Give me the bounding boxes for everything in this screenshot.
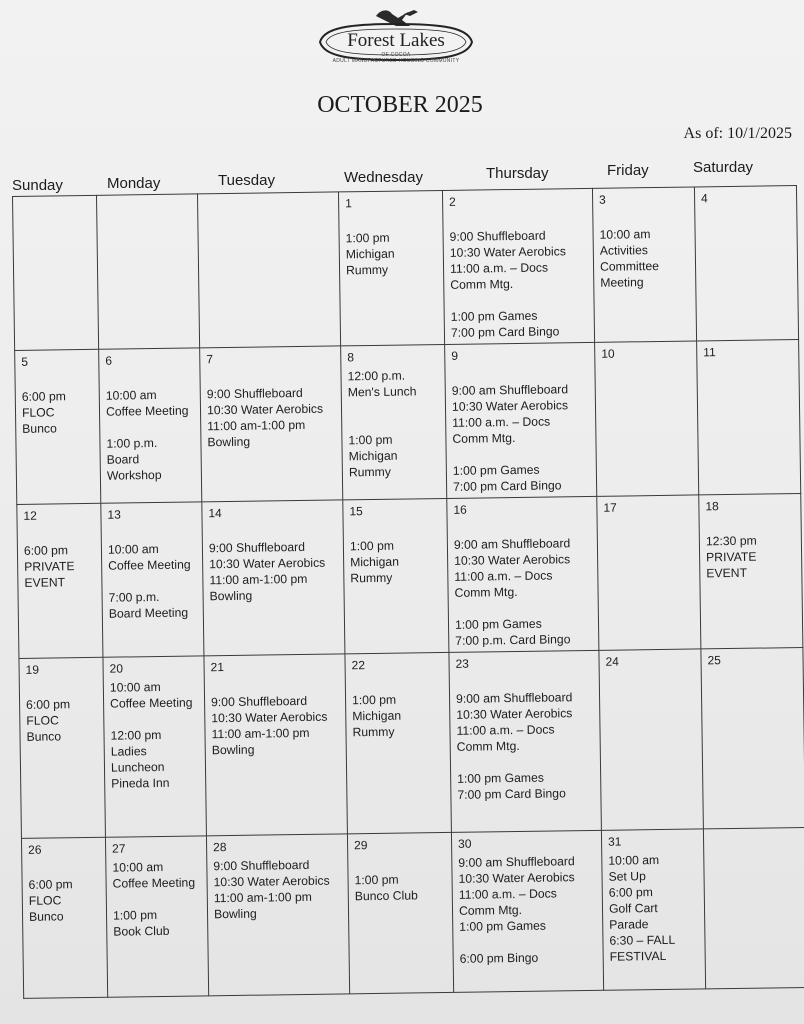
event-line xyxy=(206,369,334,387)
day-cell xyxy=(19,657,106,838)
event-line: 6:00 pm xyxy=(23,543,69,558)
event-line: Comm Mtg. xyxy=(456,738,520,754)
event-line: 9:00 Shuffleboard xyxy=(208,539,306,556)
day-cell xyxy=(595,341,699,496)
day-number: 16 xyxy=(453,502,467,517)
event-line: 9:00 Shuffleboard xyxy=(206,385,303,402)
event-line: PRIVATE xyxy=(24,559,75,574)
event-line: 7:00 pm Card Bingo xyxy=(453,478,562,494)
day-number: 28 xyxy=(213,840,227,855)
day-header-monday: Monday xyxy=(107,175,161,192)
event-line: Activities xyxy=(599,243,649,258)
event-line: Coffee Meeting xyxy=(108,557,191,573)
event-line: 11:00 a.m. – Docs xyxy=(454,568,553,584)
event-line: Michigan xyxy=(348,448,398,464)
event-line: 9:00 Shuffleboard xyxy=(449,228,546,244)
event-line: 11:00 a.m. – Docs xyxy=(456,722,555,738)
day-cell xyxy=(445,342,597,498)
event-line: 10:00 am xyxy=(107,541,159,557)
event-line xyxy=(457,753,594,771)
event-line: 12:00 pm xyxy=(110,727,162,743)
event-line xyxy=(108,572,196,589)
event-line: Rummy xyxy=(348,464,391,480)
event-line: 1:00 pm xyxy=(351,692,397,708)
forest-lakes-logo xyxy=(318,6,474,76)
event-line: Bowling xyxy=(213,906,257,922)
day-header-tuesday: Tuesday xyxy=(218,172,275,189)
day-number: 14 xyxy=(208,506,222,521)
day-number: 25 xyxy=(707,653,722,668)
event-line: Pineda Inn xyxy=(111,775,170,791)
week-row xyxy=(17,494,803,659)
day-number: 11 xyxy=(703,345,716,360)
event-line: 11:00 am-1:00 pm xyxy=(207,417,306,434)
event-line: 10:00 am xyxy=(112,859,164,875)
event-line: 6:00 pm xyxy=(28,877,73,892)
event-line: 10:30 Water Aerobics xyxy=(451,398,569,414)
logo-tagline: ADULT MANUFACTURED HOUSING COMMUNITY xyxy=(332,58,460,64)
day-number xyxy=(710,831,799,832)
month-title: OCTOBER 2025 xyxy=(317,92,483,118)
event-line: FLOC xyxy=(28,893,62,908)
day-cell xyxy=(447,496,599,652)
event-line: 10:00 am xyxy=(608,853,660,868)
event-line xyxy=(106,418,194,435)
event-line: 1:00 pm xyxy=(112,908,158,923)
event-line: 6:00 pm xyxy=(26,697,71,712)
event-line: 6:00 pm xyxy=(21,389,66,404)
day-number: 4 xyxy=(701,191,708,206)
event-line: 1:00 pm xyxy=(349,538,395,554)
event-line: 1:00 pm xyxy=(345,230,390,246)
day-number: 9 xyxy=(451,348,459,363)
event-line: Parade xyxy=(609,917,649,932)
event-line: 10:30 Water Aerobics xyxy=(209,555,326,572)
event-line: EVENT xyxy=(706,565,748,581)
event-line xyxy=(108,524,196,541)
event-line: Bowling xyxy=(209,588,253,604)
event-line: Coffee Meeting xyxy=(110,695,193,711)
event-line: Meeting xyxy=(600,275,644,290)
event-line: Coffee Meeting xyxy=(112,875,196,891)
event-line: Board xyxy=(106,452,140,467)
day-cell xyxy=(105,836,208,997)
event-line: 6:00 pm Bingo xyxy=(459,950,539,966)
event-line: 1:00 pm Games xyxy=(457,770,544,786)
day-number: 12 xyxy=(23,508,37,523)
event-line: FESTIVAL xyxy=(609,948,667,964)
event-line: 1:00 pm xyxy=(348,432,393,448)
day-cell xyxy=(442,188,594,344)
event-line: Comm Mtg. xyxy=(458,902,523,918)
event-line: Michigan xyxy=(352,708,402,724)
day-number: 6 xyxy=(105,353,113,368)
week-row xyxy=(21,827,804,998)
event-line: 11:00 am-1:00 pm xyxy=(213,889,312,906)
day-cell xyxy=(206,834,349,996)
event-line: FLOC xyxy=(21,405,55,420)
day-cell xyxy=(701,648,804,829)
event-line xyxy=(453,445,590,463)
event-line: Bunco Club xyxy=(354,888,418,904)
event-line: 10:30 Water Aerobics xyxy=(206,401,324,418)
day-number: 7 xyxy=(206,352,214,367)
event-line xyxy=(354,855,445,872)
event-line: Comm Mtg. xyxy=(450,277,514,292)
event-line: Golf Cart xyxy=(608,901,658,916)
event-line: Ladies xyxy=(110,744,147,759)
event-line: 12:30 pm xyxy=(705,533,757,549)
day-number: 15 xyxy=(349,504,363,519)
event-line: 10:30 Water Aerobics xyxy=(456,706,573,722)
event-line xyxy=(110,710,198,727)
logo-text: Forest Lakes xyxy=(347,30,445,51)
day-cell xyxy=(345,652,452,833)
logo-sub xyxy=(318,52,474,64)
day-header-sunday: Sunday xyxy=(12,177,63,194)
event-line: 7:00 pm Card Bingo xyxy=(457,786,566,802)
event-line: 9:00 am Shuffleboard xyxy=(453,536,571,552)
event-line: 7:00 pm Card Bingo xyxy=(450,324,560,340)
event-line: 9:00 Shuffleboard xyxy=(210,693,308,710)
week-row xyxy=(15,340,801,505)
event-line: 10:30 Water Aerobics xyxy=(449,244,567,260)
event-line: Board Meeting xyxy=(108,605,189,621)
event-line: Bowling xyxy=(211,742,255,758)
event-line xyxy=(209,522,337,540)
day-header-thursday: Thursday xyxy=(486,165,549,182)
event-line: 11:00 a.m. – Docs xyxy=(458,886,557,902)
day-cell xyxy=(17,503,103,658)
day-number: 22 xyxy=(351,658,366,673)
day-number xyxy=(204,196,332,198)
day-cell xyxy=(15,349,101,504)
day-cell xyxy=(204,654,347,836)
day-number: 2 xyxy=(449,194,456,209)
logo-sub-line: OF COCOA xyxy=(381,52,411,58)
event-line: 10:30 Water Aerobics xyxy=(211,709,328,726)
event-line xyxy=(26,680,97,697)
day-number: 24 xyxy=(605,654,620,669)
day-cell xyxy=(592,187,696,342)
event-line: Bunco xyxy=(26,729,62,744)
event-line: 7:00 p.m. Card Bingo xyxy=(455,632,571,648)
event-line: 7:00 p.m. xyxy=(108,589,160,605)
event-line xyxy=(348,415,439,432)
event-line: 11:00 am-1:00 pm xyxy=(211,725,310,742)
day-cell xyxy=(13,195,99,350)
event-line: 10:30 Water Aerobics xyxy=(454,552,571,568)
day-cell xyxy=(200,346,343,502)
event-line: 11:00 a.m. – Docs xyxy=(449,260,549,276)
day-cell xyxy=(449,650,601,832)
day-number: 31 xyxy=(607,834,622,849)
event-line: 1:00 pm Games xyxy=(452,462,540,478)
event-line: 9:00 am Shuffleboard xyxy=(458,854,575,870)
event-line: Men's Lunch xyxy=(347,384,417,400)
event-line: 9:00 Shuffleboard xyxy=(213,857,310,874)
day-number: 1 xyxy=(345,196,352,211)
week-row xyxy=(19,648,804,839)
event-line: Comm Mtg. xyxy=(452,430,516,446)
event-line: 1:00 p.m. xyxy=(106,435,158,451)
event-line xyxy=(454,519,591,537)
event-line: Set Up xyxy=(608,869,646,884)
event-line xyxy=(21,372,92,389)
event-line: Rummy xyxy=(345,262,389,278)
day-cell xyxy=(21,837,107,998)
day-number: 5 xyxy=(21,354,29,369)
event-line xyxy=(28,860,99,877)
day-number xyxy=(19,199,90,200)
day-cell xyxy=(703,827,804,988)
event-line: FLOC xyxy=(26,713,59,728)
day-cell xyxy=(101,502,204,657)
event-line xyxy=(350,521,441,538)
calendar-grid xyxy=(12,185,804,999)
event-line xyxy=(113,890,201,907)
day-number: 10 xyxy=(601,346,615,361)
week-row xyxy=(13,186,799,351)
event-line: EVENT xyxy=(24,575,66,590)
day-cell xyxy=(96,194,199,349)
event-line xyxy=(449,211,586,229)
day-cell xyxy=(347,832,453,993)
event-line: 10:30 Water Aerobics xyxy=(213,873,330,890)
day-number: 23 xyxy=(455,656,470,671)
event-line: 10:00 am xyxy=(109,679,161,695)
event-line xyxy=(459,933,596,951)
event-line xyxy=(451,365,588,383)
event-line: Committee xyxy=(599,258,660,274)
day-number: 27 xyxy=(112,841,126,856)
event-line xyxy=(352,675,443,692)
event-line: 10:00 am xyxy=(599,227,651,242)
event-line: Coffee Meeting xyxy=(105,403,189,419)
event-line: 12:00 p.m. xyxy=(347,368,406,384)
event-line: 6:30 – FALL xyxy=(609,932,676,948)
day-number: 21 xyxy=(210,660,225,675)
day-number: 30 xyxy=(457,836,472,851)
event-line: 9:00 am Shuffleboard xyxy=(455,690,573,706)
event-line: 1:00 pm xyxy=(354,872,399,888)
event-line: Bowling xyxy=(207,434,251,450)
event-line xyxy=(211,676,339,694)
event-line xyxy=(105,370,193,387)
day-cell xyxy=(597,495,701,650)
event-line: 10:30 Water Aerobics xyxy=(458,870,575,886)
event-line: Bunco xyxy=(28,909,64,924)
day-header-saturday: Saturday xyxy=(693,159,754,176)
event-line: Luncheon xyxy=(110,759,165,775)
event-line: 1:00 pm Games xyxy=(454,616,542,632)
event-line: Rummy xyxy=(352,724,395,740)
event-line: Book Club xyxy=(113,923,170,939)
event-line xyxy=(455,599,592,617)
day-number: 18 xyxy=(705,499,719,514)
day-number: 20 xyxy=(109,661,124,676)
event-line xyxy=(345,213,436,230)
event-line xyxy=(450,291,587,309)
day-cell xyxy=(601,829,705,990)
event-line: Michigan xyxy=(350,554,400,570)
day-number: 3 xyxy=(599,192,606,207)
event-line: 11:00 am-1:00 pm xyxy=(209,571,308,588)
day-cell xyxy=(99,348,202,503)
event-line: 1:00 pm Games xyxy=(450,308,538,324)
as-of-date: As of: 10/1/2025 xyxy=(683,125,792,142)
event-line: 10:00 am xyxy=(105,388,157,403)
event-line: Workshop xyxy=(106,467,162,483)
day-number: 13 xyxy=(107,507,121,522)
event-line: 11:00 a.m. – Docs xyxy=(452,414,551,430)
event-line xyxy=(599,210,688,227)
event-line: Rummy xyxy=(350,570,393,586)
event-line: Bunco xyxy=(22,421,57,436)
day-number: 8 xyxy=(347,350,355,365)
day-cell xyxy=(451,830,603,992)
day-number: 19 xyxy=(25,662,40,677)
event-line: 1:00 pm Games xyxy=(459,918,547,934)
day-cell xyxy=(694,186,798,341)
day-header-wednesday: Wednesday xyxy=(344,169,423,186)
event-line: Comm Mtg. xyxy=(454,584,518,600)
day-cell xyxy=(343,498,449,653)
day-number xyxy=(103,198,191,199)
day-number: 29 xyxy=(354,838,368,853)
event-line xyxy=(348,399,439,416)
day-cell xyxy=(103,656,207,837)
day-cell xyxy=(202,500,345,656)
event-line: Michigan xyxy=(345,246,395,262)
day-cell xyxy=(697,340,801,495)
day-cell xyxy=(197,192,340,348)
day-number: 26 xyxy=(28,842,42,857)
day-cell xyxy=(338,190,444,345)
day-cell xyxy=(341,344,447,499)
day-number: 17 xyxy=(603,500,617,515)
event-line: 6:00 pm xyxy=(608,885,653,900)
event-line xyxy=(706,516,795,533)
event-line: 9:00 am Shuffleboard xyxy=(451,382,569,398)
day-cell xyxy=(599,649,704,830)
event-line xyxy=(456,673,593,691)
day-header-friday: Friday xyxy=(607,162,649,179)
day-cell xyxy=(699,494,803,649)
event-line: PRIVATE xyxy=(706,549,757,565)
event-line xyxy=(24,526,95,543)
